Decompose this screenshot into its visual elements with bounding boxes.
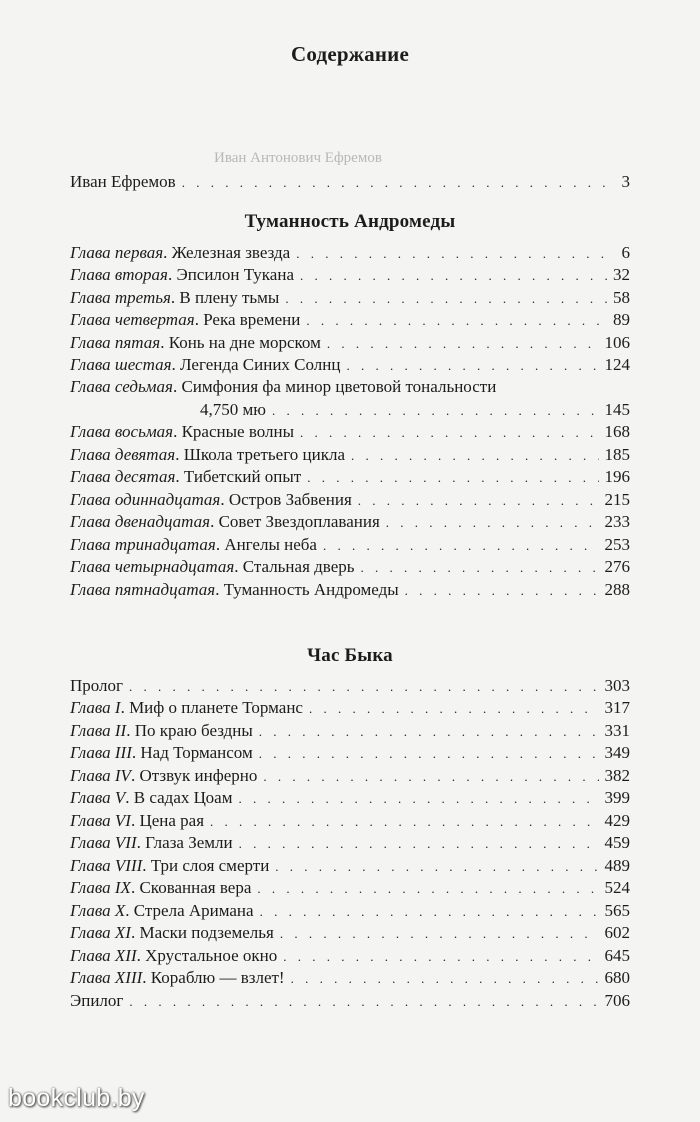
dot-leader: [300, 271, 607, 281]
dot-leader: [129, 682, 598, 692]
toc-row: [70, 877, 630, 900]
toc-row-continuation: [70, 398, 630, 421]
page-number: 276: [604, 557, 630, 576]
toc-row: [70, 674, 630, 697]
toc-row: [70, 331, 630, 354]
page-number: 3: [621, 171, 630, 191]
chapter-prefix: Глава VII: [70, 833, 137, 852]
page-number: 89: [613, 310, 630, 329]
page-number: 233: [604, 512, 630, 531]
chapter-prefix: Глава XI: [70, 923, 131, 942]
dot-leader: [351, 451, 599, 461]
chapter-prefix: Глава I: [70, 698, 121, 717]
page-number: 429: [604, 810, 630, 830]
chapter-title: Ангелы неба: [224, 534, 317, 554]
toc-row: [70, 241, 630, 264]
toc-row: [70, 809, 630, 832]
toc-row: [70, 787, 630, 810]
entry-label: Глава VII. Глаза Земли: [70, 833, 233, 852]
chapter-title: Цена рая: [139, 810, 205, 830]
chapter-title: Остров Забвения: [228, 489, 352, 509]
dot-leader: [275, 862, 598, 872]
entry-label: Глава VI. Цена рая: [70, 810, 205, 830]
author-entry: [70, 170, 630, 193]
page-number: 32: [613, 265, 630, 284]
entry-label: Глава вторая. Эпсилон Тукана: [70, 265, 294, 284]
entry-label: Глава X. Стрела Аримана: [70, 900, 254, 920]
page-number: 317: [604, 698, 630, 717]
chapter-prefix: Глава X: [70, 900, 126, 920]
entry-label: Глава XI. Маски подземелья: [70, 923, 274, 942]
page-number: 124: [604, 355, 630, 374]
chapter-prefix: Глава шестая: [70, 355, 172, 374]
entry-label: [70, 675, 123, 697]
chapter-title: В садах Цоам: [133, 788, 233, 807]
chapter-title: Железная звезда: [171, 242, 291, 262]
entry-label: Глава V. В садах Цоам: [70, 788, 233, 807]
page-number: 288: [604, 579, 630, 599]
entry-label: Глава IV. Отзвук инферно: [70, 765, 258, 785]
page-number: 168: [604, 422, 630, 441]
dot-leader: [182, 178, 616, 188]
chapter-title: Симфония фа минор цветовой тональности: [181, 377, 497, 396]
section-entries-andromeda: [70, 241, 630, 601]
chapter-title: Красные волны: [181, 422, 295, 441]
bleed-through-text: Иван Антонович Ефремов: [214, 150, 382, 166]
dot-leader: [129, 997, 598, 1007]
dot-leader: [405, 586, 599, 596]
chapter-prefix: Глава девятая: [70, 444, 176, 464]
chapter-title: Хрустальное окно: [145, 945, 278, 965]
dot-leader: [323, 541, 599, 551]
toc-row: [70, 466, 630, 489]
dot-leader: [361, 563, 599, 573]
chapter-prefix: Глава четвертая: [70, 310, 195, 329]
entry-label: Глава I. Миф о планете Торманс: [70, 698, 303, 717]
dot-leader: [257, 884, 598, 894]
chapter-title: Миф о планете Торманс: [129, 698, 303, 717]
page-number: 196: [604, 467, 630, 486]
chapter-title: Легенда Синих Солнц: [180, 355, 341, 374]
dot-leader: [306, 316, 607, 326]
entry-label: Глава III. Над Тормансом: [70, 743, 253, 762]
watermark: bookclub.by: [8, 1084, 145, 1112]
chapter-title: Школа третьего цикла: [183, 444, 345, 464]
page-number: 489: [604, 855, 630, 875]
dot-leader: [296, 249, 615, 259]
chapter-title: Эпсилон Тукана: [176, 265, 294, 284]
chapter-title: Три слоя смерти: [150, 855, 270, 875]
page-number: 185: [604, 444, 630, 464]
chapter-prefix: Глава VIII: [70, 855, 143, 875]
page-number: 58: [613, 287, 630, 307]
toc-row: [70, 697, 630, 720]
chapter-prefix: Глава XIII: [70, 968, 143, 987]
toc-row: [70, 421, 630, 444]
entry-label: Глава шестая. Легенда Синих Солнц: [70, 355, 341, 374]
chapter-prefix: Глава двенадцатая: [70, 512, 211, 531]
page-number: 645: [604, 945, 630, 965]
page-number: 602: [604, 923, 630, 942]
entry-label: Глава десятая. Тибетский опыт: [70, 467, 302, 486]
chapter-prefix: Глава восьмая: [70, 422, 174, 441]
toc-row: [70, 832, 630, 855]
toc-row: [70, 719, 630, 742]
chapter-title: В плену тьмы: [179, 287, 280, 307]
chapter-prefix: Глава III: [70, 743, 132, 762]
entry-label: Глава двенадцатая. Совет Звездоплавания: [70, 512, 380, 531]
entry-label: Глава одиннадцатая. Остров Забвения: [70, 489, 352, 509]
toc-row: [70, 286, 630, 309]
dot-leader: [259, 749, 599, 759]
chapter-title: Кораблю — взлет!: [150, 968, 285, 987]
chapter-prefix: Глава XII: [70, 945, 137, 965]
chapter-title: По краю бездны: [134, 720, 253, 740]
toc-row: [70, 533, 630, 556]
entry-label: Глава девятая. Школа третьего цикла: [70, 444, 345, 464]
toc-row: [70, 309, 630, 332]
entry-label: [70, 990, 123, 1012]
dot-leader: [260, 907, 599, 917]
page-number: 106: [604, 332, 630, 352]
entry-label: Глава XII. Хрустальное окно: [70, 945, 278, 965]
chapter-prefix: Глава одиннадцатая: [70, 489, 221, 509]
page-number: 399: [604, 788, 630, 807]
toc-row: [70, 354, 630, 377]
page-number: 303: [604, 675, 630, 695]
page-number: 680: [604, 968, 630, 987]
chapter-title: Конь на дне морском: [168, 332, 321, 352]
dot-leader: [280, 929, 599, 939]
page-number: 349: [604, 743, 630, 762]
dot-leader: [346, 361, 598, 371]
dot-leader: [285, 294, 607, 304]
chapter-title: Пролог: [70, 675, 124, 695]
page-number: 524: [604, 878, 630, 897]
dot-leader: [309, 704, 599, 714]
chapter-prefix: Глава тринадцатая: [70, 534, 216, 554]
page-number: 145: [604, 399, 630, 419]
dot-leader: [283, 952, 598, 962]
toc-row: [70, 764, 630, 787]
chapter-title: Маски подземелья: [139, 923, 274, 942]
dot-leader: [239, 839, 599, 849]
dot-leader: [259, 727, 599, 737]
chapter-prefix: Глава седьмая: [70, 377, 173, 396]
page-number: 382: [604, 765, 630, 785]
entry-label: Глава VIII. Три слоя смерти: [70, 855, 270, 875]
section-title-andromeda: Туманность Андромеды: [244, 211, 456, 232]
toc-row: [70, 376, 630, 398]
entry-label: Глава четвертая. Река времени: [70, 310, 301, 329]
dot-leader: [272, 406, 599, 416]
toc-row: [70, 170, 630, 193]
page-number: 331: [604, 720, 630, 740]
chapter-title: Эпилог: [70, 990, 124, 1010]
toc-row: [70, 944, 630, 967]
entry-label: Глава первая. Железная звезда: [70, 242, 291, 262]
entry-label: Глава IX. Скованная вера: [70, 878, 252, 897]
dot-leader: [307, 473, 598, 483]
dot-leader: [239, 794, 599, 804]
toc-row: [70, 967, 630, 990]
toc-row: [70, 899, 630, 922]
dot-leader: [263, 772, 598, 782]
chapter-title: Скованная вера: [139, 878, 252, 897]
chapter-title: Совет Звездоплавания: [218, 512, 380, 531]
entry-label: Иван Ефремов: [70, 171, 176, 191]
chapter-prefix: Глава IX: [70, 878, 131, 897]
chapter-prefix: Глава четырнадцатая: [70, 557, 235, 576]
section-title-hour-of-bull: Час Быка: [307, 645, 393, 666]
chapter-title-continued: 4,750 мю: [200, 399, 266, 419]
toc-row: [70, 511, 630, 534]
chapter-prefix: Глава пятнадцатая: [70, 579, 216, 599]
chapter-prefix: Глава десятая: [70, 467, 176, 486]
toc-row: [70, 989, 630, 1012]
entry-label: Глава четырнадцатая. Стальная дверь: [70, 557, 355, 576]
chapter-prefix: Глава IV: [70, 765, 131, 785]
page-number: 459: [604, 833, 630, 852]
entry-label: Глава II. По краю бездны: [70, 720, 253, 740]
chapter-title: Отзвук инферно: [139, 765, 258, 785]
chapter-prefix: Глава третья: [70, 287, 171, 307]
toc-row: [70, 854, 630, 877]
entry-label: Глава восьмая. Красные волны: [70, 422, 295, 441]
dot-leader: [327, 339, 599, 349]
entry-label: Глава пятнадцатая. Туманность Андромеды: [70, 579, 399, 599]
toc-row: [70, 488, 630, 511]
toc-row: [70, 264, 630, 287]
toc-row: [70, 742, 630, 765]
page-number: 565: [604, 900, 630, 920]
chapter-title: Стрела Аримана: [133, 900, 254, 920]
chapter-prefix: Глава VI: [70, 810, 131, 830]
chapter-prefix: Глава V: [70, 788, 126, 807]
entry-label: Глава XIII. Кораблю — взлет!: [70, 968, 285, 987]
chapter-prefix: Глава II: [70, 720, 127, 740]
chapter-title: Глаза Земли: [145, 833, 233, 852]
dot-leader: [386, 518, 599, 528]
dot-leader: [358, 496, 599, 506]
dot-leader: [300, 428, 598, 438]
chapter-prefix: Глава первая: [70, 242, 164, 262]
chapter-title: Над Тормансом: [140, 743, 253, 762]
entry-label: Глава пятая. Конь на дне морском: [70, 332, 321, 352]
entry-label: Глава третья. В плену тьмы: [70, 287, 280, 307]
toc-row: [70, 578, 630, 601]
chapter-title: Туманность Андромеды: [223, 579, 399, 599]
page-number: 6: [621, 242, 630, 262]
dot-leader: [210, 817, 598, 827]
chapter-title: Стальная дверь: [242, 557, 355, 576]
chapter-title: Тибетский опыт: [183, 467, 302, 486]
chapter-prefix: Глава пятая: [70, 332, 161, 352]
page-number: 706: [604, 990, 630, 1010]
chapter-prefix: Глава вторая: [70, 265, 168, 284]
page-number: 215: [604, 489, 630, 509]
toc-row: [70, 922, 630, 945]
page-number: 253: [604, 534, 630, 554]
toc-row: [70, 556, 630, 579]
entry-label: Глава тринадцатая. Ангелы неба: [70, 534, 317, 554]
entry-label: Глава седьмая. Симфония фа минор цветовой тональности: [70, 377, 497, 396]
toc-row: [70, 443, 630, 466]
dot-leader: [291, 974, 599, 984]
chapter-title: Река времени: [203, 310, 301, 329]
page-title: Содержание: [291, 42, 409, 66]
section-entries-hour-of-bull: [70, 674, 630, 1012]
